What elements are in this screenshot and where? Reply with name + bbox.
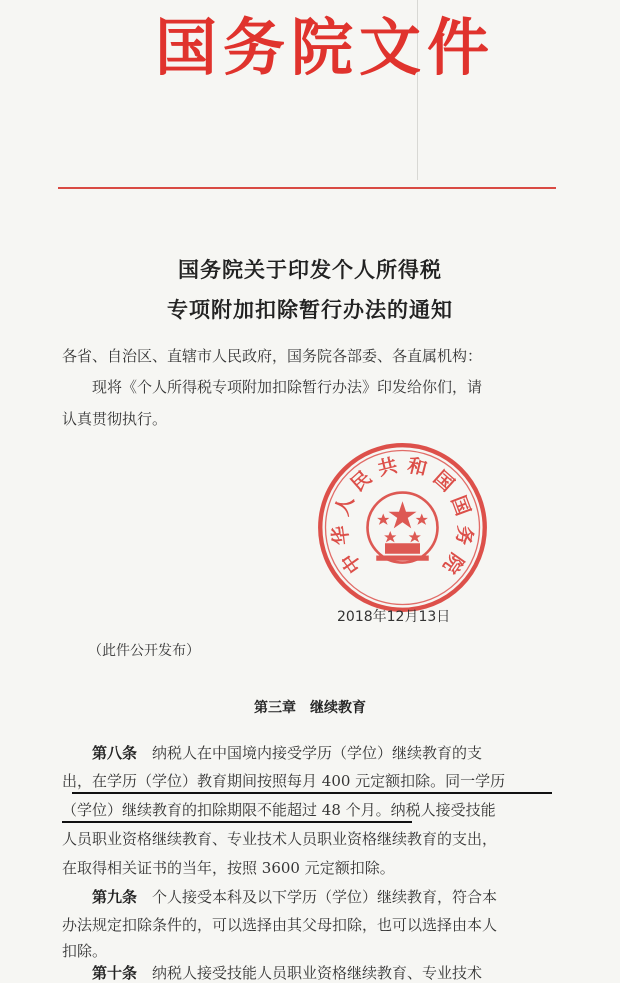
seal-character: 国 [446, 492, 475, 519]
seal-character: 人 [330, 492, 359, 519]
article8-line2: 出，在学历（学位）教育期间按照每月 400 元定额扣除。同一学历 [62, 772, 506, 790]
chapter-heading: 第三章 继续教育 [254, 700, 366, 716]
article10-label: 第十条 [92, 964, 138, 982]
document-date: 2018年12月13日 [337, 609, 451, 625]
article9-line2: 办法规定扣除条件的，可以选择由其父母扣除，也可以选择由本人 [62, 916, 498, 934]
article9-label: 第九条 [92, 888, 138, 906]
article9-line1 [62, 886, 497, 907]
public-release-note: （此件公开发布） [88, 643, 200, 659]
official-seal-icon [315, 440, 490, 615]
article8-line1 [62, 742, 482, 763]
document-title-line1: 国务院关于印发个人所得税 [178, 257, 442, 282]
seal-character: 和 [405, 453, 430, 481]
body-text-line2: 认真贯彻执行。 [62, 410, 168, 428]
article9-text1: 个人接受本科及以下学历（学位）继续教育，符合本 [137, 888, 498, 906]
article8-text1: 纳税人在中国境内接受学历（学位）继续教育的支 [137, 744, 483, 762]
greeting-text: 各省、自治区、直辖市人民政府，国务院各部委、各直属机构： [62, 347, 483, 365]
highlight-underline [72, 792, 552, 794]
seal-character: 中 [336, 548, 367, 578]
red-divider-line [58, 187, 556, 189]
seal-character: 院 [438, 548, 469, 578]
article10-text1: 纳税人接受技能人员职业资格继续教育、专业技术 [137, 964, 483, 982]
article8-line5: 在取得相关证书的当年，按照 3600 元定额扣除。 [62, 859, 395, 877]
article10-line1 [62, 962, 482, 983]
document-title-line2: 专项附加扣除暂行办法的通知 [167, 297, 453, 322]
article8-label: 第八条 [92, 744, 138, 762]
seal-character: 国 [429, 466, 459, 496]
article9-line3: 扣除。 [62, 942, 108, 960]
body-text-line1: 现将《个人所得税专项附加扣除暂行办法》印发给你们，请 [92, 378, 483, 396]
seal-character: 华 [328, 524, 354, 547]
document-header-title: 国务院文件 [154, 11, 495, 84]
seal-character: 务 [451, 524, 477, 547]
article8-line4: 人员职业资格继续教育、专业技术人员职业资格继续教育的支出， [62, 830, 498, 848]
seal-character: 民 [346, 466, 376, 496]
seal-character: 共 [375, 453, 400, 481]
highlight-underline [62, 821, 412, 823]
article8-line3: （学位）继续教育的扣除期限不能超过 48 个月。纳税人接受技能 [62, 801, 496, 819]
